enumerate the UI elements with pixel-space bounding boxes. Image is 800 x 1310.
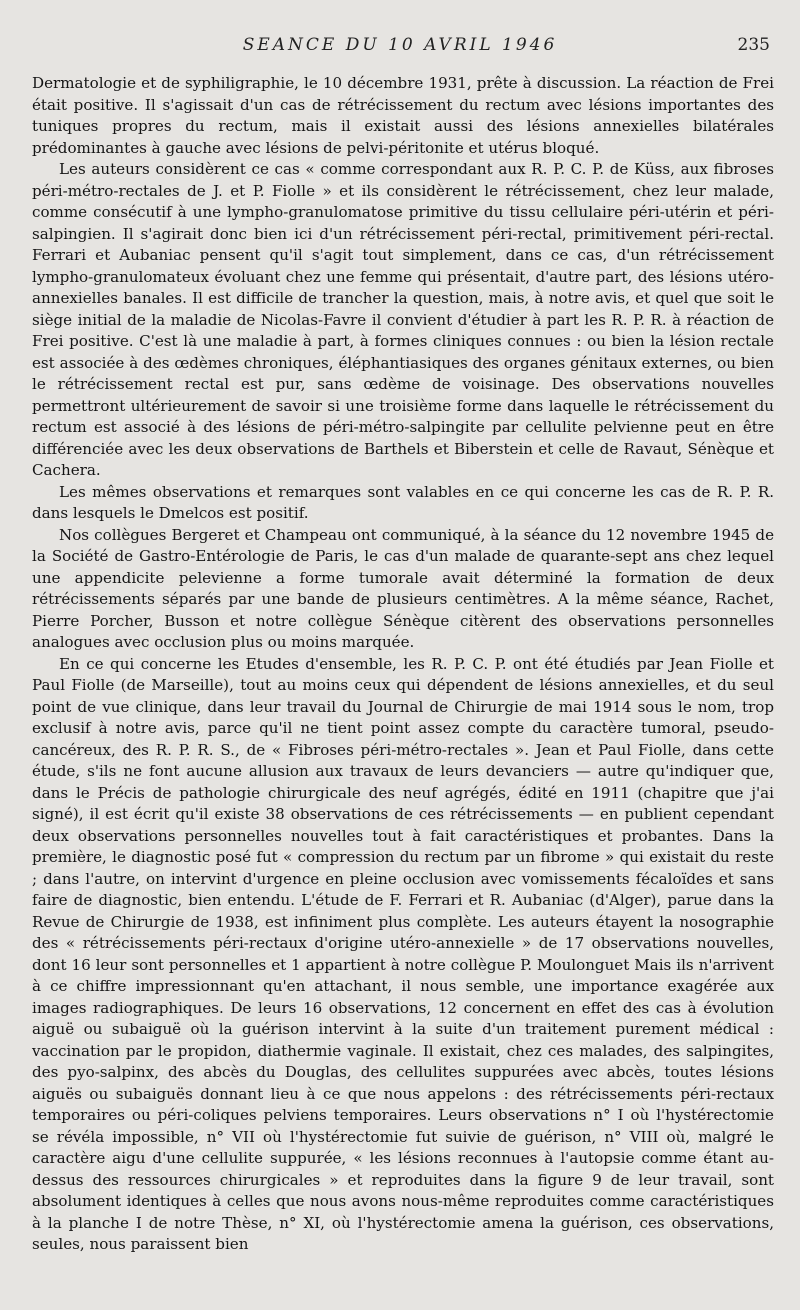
paragraph-2: Les auteurs considèrent ce cas « comme correspondant aux R. P. C. P. de Küss, aux fibroses péri-métro-rectales de J. et P. Fiolle » et ils considèrent le rétrécissement, chez leur malade, comme consécutif à une lympho-granulomatose primitive du tissu cellulaire péri-utérin et péri-salpingien. Il s'agirait donc bien ici d'un rétrécissement péri-rectal, primitivement péri-rectal. Ferrari et Aubaniac pensent qu'il s'agit tout simplement, dans ce cas, d'un rétrécissement lympho-granulomateux évoluant chez une femme qui présentait, d'autre part, des lésions utéro-annexielles banales. Il est difficile de trancher la question, mais, à notre avis, et quel que soit le siège initial de la maladie de Nicolas-Favre il convient d'étudier à part les R. P. R. à réaction de Frei positive. C'est là une maladie à part, à formes cliniques connues : ou bien la lésion rectale est associée à des œdèmes chroniques, éléphantiasiques des organes génitaux externes, ou bien le rétrécissement rectal est pur, sans œdème de voisinage. Des observations nouvelles permettront ultérieurement de savoir si une troisième forme dans laquelle le rétrécissement du rectum est associé à des lésions de péri-métro-salpingite par cellulite pelvienne peut en être différenciée avec les deux observations de Barthels et Biberstein et celle de Ravaut, Sénèque et Cachera. bbox=[32, 160, 774, 479]
paragraph-1: Dermatologie et de syphiligraphie, le 10 décembre 1931, prête à discussion. La réaction de Frei était positive. Il s'agissait d'un cas de rétrécissement du rectum avec lésions importantes des tuniques propres du rectum, mais il existait aussi des lésions annexielles bilatérales prédominantes à gauche avec lésions de pelvi-péritonite et utérus bloqué. bbox=[32, 74, 774, 157]
paragraph-3: Les mêmes observations et remarques sont valables en ce qui concerne les cas de R. P. R. dans lesquels le Dmelcos est positif. bbox=[32, 482, 774, 522]
body-text bbox=[32, 73, 774, 1256]
page-header bbox=[0, 33, 800, 63]
paragraph-5: En ce qui concerne les Etudes d'ensemble, les R. P. C. P. ont été étudiés par Jean Fiolle et Paul Fiolle (de Marseille), tout au moins ceux qui dépendent de lésions annexielles, et du seul point de vue clinique, dans leur travail du Journal de Chirurgie de mai 1914 sous le nom, trop exclusif à notre avis, parce qu'il ne tient point assez compte du caractère tumoral, pseudo-cancéreux, des R. P. R. S., de « Fibroses péri-métro-rectales ». Jean et Paul Fiolle, dans cette étude, s'ils ne font aucune allusion aux travaux de leurs devanciers — autre qu'indiquer que, dans le Précis de pathologie chirurgicale des neuf agrégés, édité en 1911 (chapitre que j'ai signé), il est écrit qu'il existe 38 observations de ces rétrécissements — en publient cependant deux observations personnelles nouvelles tout à fait caractéristiques et probantes. Dans la première, le diagnostic posé fut « compression du rectum par un fibrome » qui existait du reste ; dans l'autre, on intervint d'urgence en pleine occlusion avec vomissements fécaloïdes et sans faire de diagnostic, bien entendu. L'étude de F. Ferrari et R. Aubaniac (d'Alger), parue dans la Revue de Chirurgie de 1938, est infiniment plus complète. Les auteurs étayent la nosographie des « rétrécissements péri-rectaux d'origine utéro-annexielle » de 17 observations nouvelles, dont 16 leur sont personnelles et 1 appartient à notre collègue P. Moulonguet Mais ils n'arrivent à ce chiffre impressionnant qu'en attachant, il nous semble, une importance exagérée aux images radiographiques. De leurs 16 observations, 12 concernent en effet des cas à évolution aiguë ou subaiguë où la guérison intervint à la suite d'un traitement purement médical : vaccination par le propidon, diathermie vaginale. Il existait, chez ces malades, des salpingites, des pyo-salpinx, des abcès du Douglas, des cellulites suppurées avec abcès, toutes lésions aiguës ou subaiguës donnant lieu à ce que nous appelons : des rétrécissements péri-rectaux temporaires ou péri-coliques pelviens temporaires. Leurs observations n° I où l'hystérectomie se révéla impossible, n° VII où l'hystérectomie fut suivie de guérison, n° VIII où, malgré le caractère aigu d'une cellulite suppurée, « les lésions reconnues à l'autopsie comme étant au-dessus des ressources chirurgicales » et reproduites dans la figure 9 de leur travail, sont absolument identiques à celles que nous avons nous-même reproduites comme caractéristiques à la planche I de notre Thèse, n° XI, où l'hystérectomie amena la guérison, ces observations, seules, nous paraissent bien bbox=[32, 654, 774, 1253]
running-head: SEANCE DU 10 AVRIL 1946 bbox=[242, 35, 558, 55]
page-number: 235 bbox=[737, 35, 770, 55]
paragraph-4: Nos collègues Bergeret et Champeau ont communiqué, à la séance du 12 novembre 1945 de la Société de Gastro-Entérologie de Paris, le cas d'un malade de quarante-sept ans chez lequel une appendicite pelevienne a forme tumorale avait déterminé la formation de deux rétrécissements séparés par une bande de plusieurs centimètres. A la même séance, Rachet, Pierre Porcher, Busson et notre collègue Sénèque citèrent des observations personnelles analogues avec occlusion plus ou moins marquée. bbox=[32, 525, 774, 651]
